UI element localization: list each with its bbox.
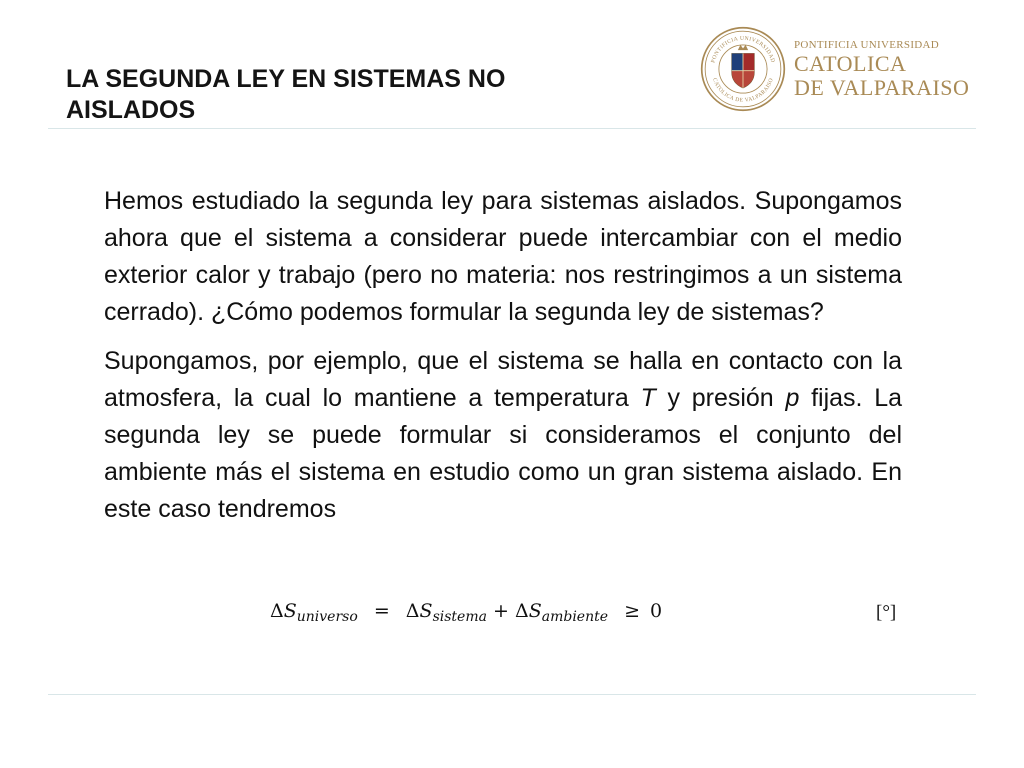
zero-value: 0 <box>649 600 663 622</box>
university-wordmark <box>794 38 969 100</box>
subscript-universo: universo <box>296 609 358 625</box>
wordmark-line-3: DE VALPARAISO <box>794 75 970 100</box>
slide-title <box>66 64 606 126</box>
university-logo <box>700 26 969 112</box>
footer-divider <box>48 694 976 695</box>
entropy-equation <box>270 600 662 625</box>
seal-text-top: PONTIFICIA UNIVERSIDAD <box>710 35 776 64</box>
header-divider <box>48 128 976 129</box>
delta-symbol: Δ <box>405 600 420 622</box>
slide-body <box>104 183 902 540</box>
subscript-sistema: sistema <box>432 609 487 625</box>
variable-p: p <box>785 384 800 412</box>
entropy-symbol: S <box>283 600 297 622</box>
title-line-1: LA SEGUNDA LEY EN SISTEMAS NO <box>66 65 506 93</box>
variable-T: T <box>640 384 656 412</box>
equals-sign: = <box>373 600 390 622</box>
entropy-symbol: S <box>419 600 433 622</box>
plus-sign: + <box>493 600 509 622</box>
delta-symbol: Δ <box>514 600 529 622</box>
paragraph-2-part-2: y presión <box>655 384 786 412</box>
entropy-symbol: S <box>528 600 542 622</box>
wordmark-line-1: PONTIFICIA UNIVERSIDAD <box>794 39 940 51</box>
university-seal-icon <box>700 26 786 112</box>
title-line-2: AISLADOS <box>66 96 196 124</box>
subscript-ambiente: ambiente <box>541 609 609 625</box>
paragraph-1: Hemos estudiado la segunda ley para sistemas aislados. Supongamos ahora que el sistema a considerar puede intercambiar con el medio exterior calor y trabajo (pero no materia: nos restringimos a un sistema cerrado). ¿Cómo podemos formular la segunda ley de sistemas? <box>104 187 902 326</box>
geq-sign: ≥ <box>624 600 640 622</box>
delta-symbol: Δ <box>270 600 284 622</box>
equation-tag: [°] <box>876 602 897 623</box>
paragraph-2-part-3: fijas. La segunda ley se puede formular si consideramos el conjunto del ambiente más el sistema en estudio como un gran sistema aislado. En este caso tendremos <box>104 384 902 523</box>
paragraph-2 <box>104 343 902 528</box>
seal-text-bottom: CATOLICA DE VALPARAISO <box>711 77 775 104</box>
paragraph-2-part-1: Supongamos, por ejemplo, que el sistema se halla en contacto con la atmosfera, la cual lo mantiene a temperatura <box>104 347 902 412</box>
wordmark-line-2: CATOLICA <box>794 51 907 76</box>
